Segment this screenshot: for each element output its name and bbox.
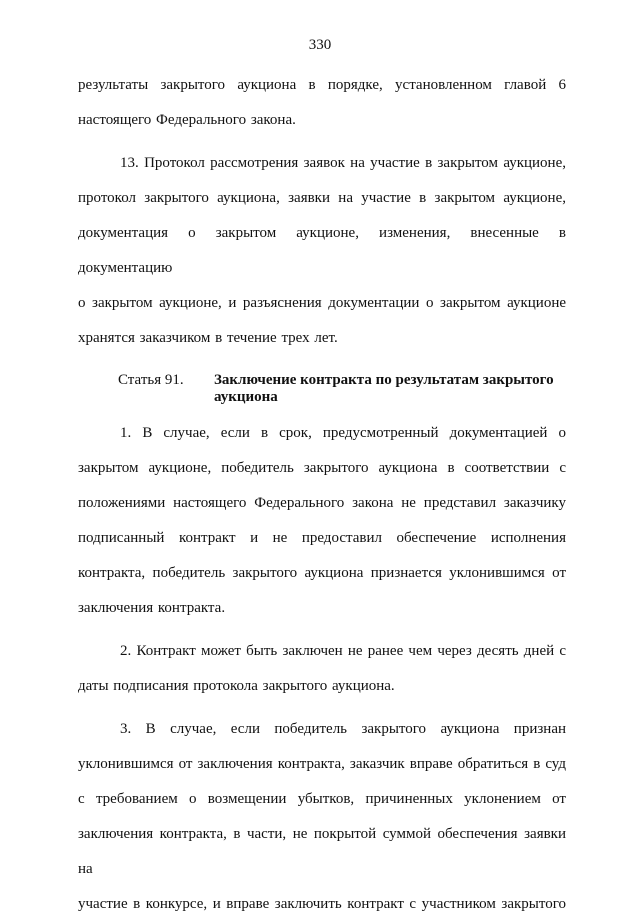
text-line: документация о закрытом аукционе, изменения, внесенные в документацию: [78, 225, 566, 276]
text-line: 3. В случае, если победитель закрытого аукциона признан: [120, 721, 566, 737]
article-label: Статья 91.: [118, 372, 184, 388]
text-line: результаты закрытого аукциона в порядке, установленном главой 6: [78, 77, 566, 93]
text-line: контракта, победитель закрытого аукциона признается уклонившимся от: [78, 565, 566, 581]
paragraph-item-1: [78, 416, 566, 626]
text-line: уклонившимся от заключения контракта, заказчик вправе обратиться в суд: [78, 756, 566, 772]
text-line: подписанный контракт и не предоставил обеспечение исполнения: [78, 530, 566, 546]
text-line: хранятся заказчиком в течение трех лет.: [78, 330, 338, 346]
article-title: Заключение контракта по результатам закрытого аукциона: [214, 372, 554, 405]
text-line: закрытом аукционе, победитель закрытого аукциона в соответствии с: [78, 460, 566, 476]
text-line: с требованием о возмещении убытков, причиненных уклонением от: [78, 791, 566, 807]
text-line: протокол закрытого аукциона, заявки на участие в закрытом аукционе,: [78, 190, 566, 206]
paragraph-item-2: [78, 634, 566, 704]
text-line: 1. В случае, если в срок, предусмотренный документацией о: [120, 425, 566, 441]
article-heading: [118, 368, 566, 416]
text-line: настоящего Федерального закона.: [78, 112, 296, 128]
page-number: 330: [308, 37, 332, 53]
text-line: о закрытом аукционе, и разъяснения документации о закрытом аукционе: [78, 295, 566, 311]
text-line: даты подписания протокола закрытого аукциона.: [78, 678, 395, 694]
document-body: [78, 68, 566, 922]
text-line: заключения контракта, в части, не покрытой суммой обеспечения заявки на: [78, 826, 566, 877]
text-line: заключения контракта.: [78, 600, 226, 616]
text-line: 13. Протокол рассмотрения заявок на участие в закрытом аукционе,: [120, 155, 566, 171]
paragraph-item-3: [78, 712, 566, 922]
text-line: участие в конкурсе, и вправе заключить контракт с участником закрытого: [78, 896, 566, 912]
paragraph-continuation: [78, 68, 566, 138]
paragraph-item-13: [78, 146, 566, 356]
text-line: 2. Контракт может быть заключен не ранее чем через десять дней с: [120, 643, 566, 659]
text-line: положениями настоящего Федерального закона не представил заказчику: [78, 495, 566, 511]
